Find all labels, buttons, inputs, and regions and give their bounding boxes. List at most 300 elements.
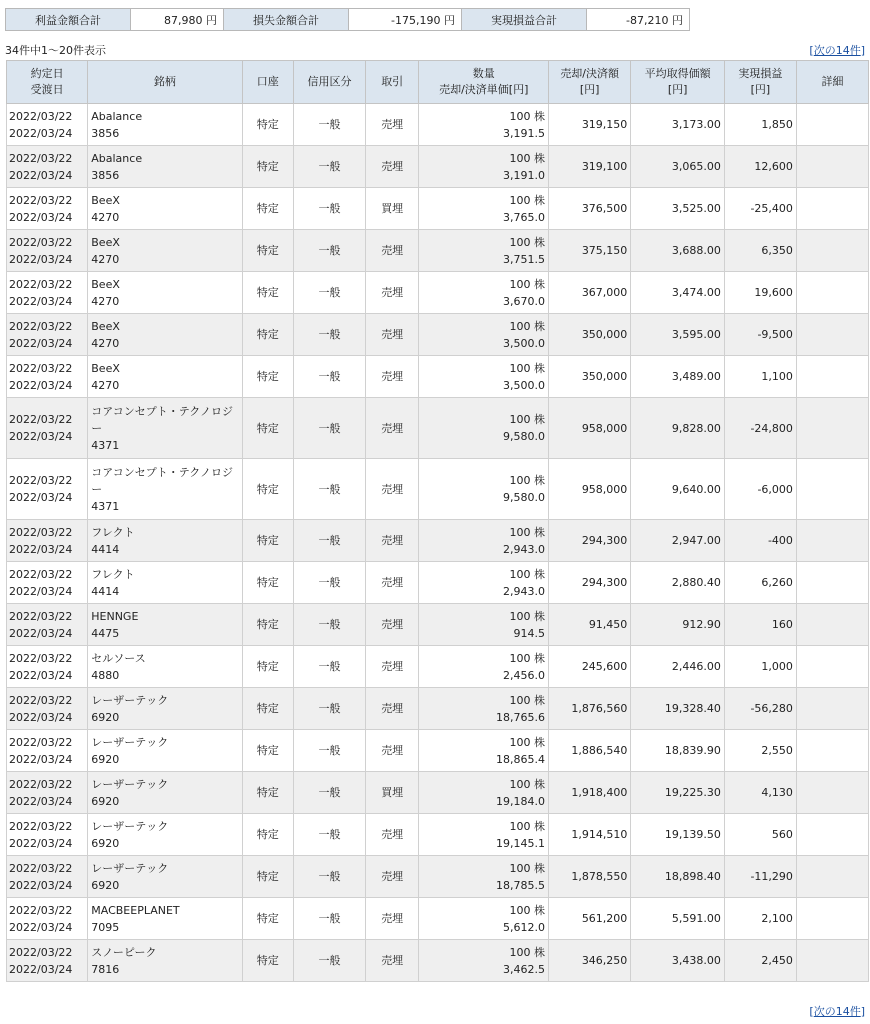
stock-cell xyxy=(88,520,242,562)
quantity: 100 株 xyxy=(509,777,546,791)
trade-table xyxy=(6,60,869,982)
quantity-cell xyxy=(419,898,549,940)
quantity: 100 株 xyxy=(509,861,546,875)
stock-code: 4270 xyxy=(91,210,120,224)
date-cell xyxy=(7,688,88,730)
stock-code: 6920 xyxy=(91,878,120,892)
unit-price: 18,865.4 xyxy=(496,752,546,766)
date-cell xyxy=(7,272,88,314)
realized-pl-cell: -9,500 xyxy=(724,314,796,356)
amount-cell: 245,600 xyxy=(549,646,631,688)
stock-cell xyxy=(88,646,242,688)
quantity: 100 株 xyxy=(509,109,546,123)
quantity-cell xyxy=(419,730,549,772)
realized-pl-cell: 560 xyxy=(724,814,796,856)
quantity-cell xyxy=(419,814,549,856)
detail-cell xyxy=(796,188,868,230)
date-cell xyxy=(7,646,88,688)
trade-date: 2022/03/22 xyxy=(9,193,73,207)
table-row xyxy=(7,646,869,688)
settle-date: 2022/03/24 xyxy=(9,710,73,724)
stock-name: Abalance xyxy=(91,109,143,123)
stock-cell xyxy=(88,188,242,230)
amount-cell: 350,000 xyxy=(549,314,631,356)
amount-cell: 319,100 xyxy=(549,146,631,188)
date-cell xyxy=(7,314,88,356)
date-cell xyxy=(7,356,88,398)
unit-price: 2,943.0 xyxy=(503,584,546,598)
quantity: 100 株 xyxy=(509,474,546,487)
stock-code: 4270 xyxy=(91,378,120,392)
trade-date: 2022/03/22 xyxy=(9,567,73,581)
credit-cell: 一般 xyxy=(293,356,365,398)
settle-date: 2022/03/24 xyxy=(9,836,73,850)
detail-cell xyxy=(796,604,868,646)
detail-cell xyxy=(796,562,868,604)
realized-pl-cell: 160 xyxy=(724,604,796,646)
unit-price: 3,191.5 xyxy=(503,126,546,140)
table-row xyxy=(7,230,869,272)
trade-cell: 売埋 xyxy=(365,272,418,314)
stock-cell xyxy=(88,356,242,398)
settle-date: 2022/03/24 xyxy=(9,752,73,766)
credit-cell: 一般 xyxy=(293,604,365,646)
amount-cell: 1,914,510 xyxy=(549,814,631,856)
avg-cost-cell: 3,173.00 xyxy=(631,104,725,146)
avg-cost-cell: 3,595.00 xyxy=(631,314,725,356)
trade-date: 2022/03/22 xyxy=(9,945,73,959)
account-cell: 特定 xyxy=(242,898,293,940)
account-cell: 特定 xyxy=(242,398,293,459)
table-row xyxy=(7,398,869,459)
account-cell: 特定 xyxy=(242,856,293,898)
stock-code: 6920 xyxy=(91,794,120,808)
amount-cell: 376,500 xyxy=(549,188,631,230)
quantity-cell xyxy=(419,646,549,688)
quantity: 100 株 xyxy=(509,693,546,707)
avg-cost-cell: 3,525.00 xyxy=(631,188,725,230)
settle-date: 2022/03/24 xyxy=(9,920,73,934)
credit-cell: 一般 xyxy=(293,272,365,314)
credit-cell: 一般 xyxy=(293,104,365,146)
quantity-cell xyxy=(419,520,549,562)
quantity-cell xyxy=(419,104,549,146)
date-cell xyxy=(7,520,88,562)
next-page-link-bottom[interactable]: 次の14件 xyxy=(813,1005,861,1018)
account-cell: 特定 xyxy=(242,604,293,646)
amount-cell: 294,300 xyxy=(549,562,631,604)
quantity-cell xyxy=(419,688,549,730)
trade-date: 2022/03/22 xyxy=(9,319,73,333)
trade-cell: 売埋 xyxy=(365,459,418,520)
quantity: 100 株 xyxy=(509,525,546,539)
stock-name: レーザーテック xyxy=(91,735,169,749)
header-quantity: 数量 売却/決済単価[円] xyxy=(419,61,549,104)
stock-code: 4414 xyxy=(91,542,120,556)
account-cell: 特定 xyxy=(242,188,293,230)
table-row xyxy=(7,146,869,188)
stock-cell xyxy=(88,272,242,314)
account-cell: 特定 xyxy=(242,104,293,146)
table-row xyxy=(7,562,869,604)
stock-name-cont: ー xyxy=(91,482,103,496)
unit-price: 3,191.0 xyxy=(503,168,546,182)
amount-cell: 319,150 xyxy=(549,104,631,146)
stock-cell xyxy=(88,230,242,272)
trade-cell: 売埋 xyxy=(365,604,418,646)
stock-cell xyxy=(88,398,242,459)
amount-cell: 561,200 xyxy=(549,898,631,940)
credit-cell: 一般 xyxy=(293,146,365,188)
avg-cost-cell: 19,139.50 xyxy=(631,814,725,856)
stock-code: 4371 xyxy=(91,438,120,452)
table-row xyxy=(7,856,869,898)
detail-cell xyxy=(796,398,868,459)
account-cell: 特定 xyxy=(242,230,293,272)
realized-pl-cell: 2,550 xyxy=(724,730,796,772)
unit-price: 3,500.0 xyxy=(503,378,546,392)
trade-cell: 売埋 xyxy=(365,562,418,604)
account-cell: 特定 xyxy=(242,314,293,356)
detail-cell xyxy=(796,230,868,272)
credit-cell: 一般 xyxy=(293,188,365,230)
trade-cell: 買埋 xyxy=(365,772,418,814)
credit-cell: 一般 xyxy=(293,940,365,982)
realized-total-label: 実現損益合計 xyxy=(462,9,587,31)
amount-cell: 1,886,540 xyxy=(549,730,631,772)
stock-name: BeeX xyxy=(91,361,120,375)
unit-price: 3,670.0 xyxy=(503,294,546,308)
trade-date: 2022/03/22 xyxy=(9,235,73,249)
quantity-cell xyxy=(419,356,549,398)
date-cell xyxy=(7,230,88,272)
credit-cell: 一般 xyxy=(293,562,365,604)
stock-name: コアコンセプト・テクノロジ xyxy=(91,404,234,418)
detail-cell xyxy=(796,146,868,188)
date-cell xyxy=(7,146,88,188)
account-cell: 特定 xyxy=(242,688,293,730)
loss-total-value: -175,190 円 xyxy=(349,9,462,31)
stock-name: レーザーテック xyxy=(91,819,169,833)
quantity-cell xyxy=(419,188,549,230)
stock-code: 3856 xyxy=(91,168,120,182)
stock-name-cont: ー xyxy=(91,421,103,435)
credit-cell: 一般 xyxy=(293,646,365,688)
stock-cell xyxy=(88,604,242,646)
avg-cost-cell: 3,474.00 xyxy=(631,272,725,314)
detail-cell xyxy=(796,814,868,856)
detail-cell xyxy=(796,356,868,398)
unit-price: 2,943.0 xyxy=(503,542,546,556)
avg-cost-cell: 2,446.00 xyxy=(631,646,725,688)
quantity: 100 株 xyxy=(509,235,546,249)
unit-price: 18,765.6 xyxy=(496,710,546,724)
stock-name: BeeX xyxy=(91,235,120,249)
amount-cell: 367,000 xyxy=(549,272,631,314)
date-cell xyxy=(7,814,88,856)
credit-cell: 一般 xyxy=(293,230,365,272)
date-cell xyxy=(7,856,88,898)
detail-cell xyxy=(796,104,868,146)
trade-cell: 売埋 xyxy=(365,314,418,356)
detail-cell xyxy=(796,646,868,688)
settle-date: 2022/03/24 xyxy=(9,584,73,598)
stock-name: スノーピーク xyxy=(91,945,157,959)
next-page-link-top[interactable]: 次の14件 xyxy=(813,44,861,57)
amount-cell: 91,450 xyxy=(549,604,631,646)
table-row xyxy=(7,314,869,356)
result-count: 34件中1～20件表示 xyxy=(5,44,106,57)
quantity: 100 株 xyxy=(509,193,546,207)
quantity-cell xyxy=(419,459,549,520)
stock-cell xyxy=(88,730,242,772)
quantity: 100 株 xyxy=(509,319,546,333)
trade-date: 2022/03/22 xyxy=(9,903,73,917)
trade-date: 2022/03/22 xyxy=(9,693,73,707)
realized-pl-cell: 19,600 xyxy=(724,272,796,314)
settle-date: 2022/03/24 xyxy=(9,542,73,556)
unit-price: 9,580.0 xyxy=(503,491,546,504)
realized-pl-cell: 6,350 xyxy=(724,230,796,272)
trade-cell: 売埋 xyxy=(365,146,418,188)
settle-date: 2022/03/24 xyxy=(9,294,73,308)
profit-total-label: 利益金額合計 xyxy=(6,9,131,31)
profit-total-value: 87,980 円 xyxy=(131,9,224,31)
trade-date: 2022/03/22 xyxy=(9,109,73,123)
unit-price: 18,785.5 xyxy=(496,878,546,892)
table-row xyxy=(7,898,869,940)
table-row xyxy=(7,272,869,314)
stock-name: レーザーテック xyxy=(91,861,169,875)
stock-code: 3856 xyxy=(91,126,120,140)
next-page-nav-bottom: [次の14件] xyxy=(809,1005,865,1018)
realized-pl-cell: 4,130 xyxy=(724,772,796,814)
stock-code: 4475 xyxy=(91,626,120,640)
realized-pl-cell: 1,100 xyxy=(724,356,796,398)
stock-code: 4270 xyxy=(91,336,120,350)
credit-cell: 一般 xyxy=(293,459,365,520)
detail-cell xyxy=(796,730,868,772)
date-cell xyxy=(7,940,88,982)
unit-price: 9,580.0 xyxy=(503,430,546,443)
detail-cell xyxy=(796,940,868,982)
stock-name: フレクト xyxy=(91,525,135,539)
trade-date: 2022/03/22 xyxy=(9,277,73,291)
trade-date: 2022/03/22 xyxy=(9,525,73,539)
trade-date: 2022/03/22 xyxy=(9,819,73,833)
stock-name: BeeX xyxy=(91,277,120,291)
date-cell xyxy=(7,562,88,604)
quantity: 100 株 xyxy=(509,903,546,917)
stock-cell xyxy=(88,940,242,982)
settle-date: 2022/03/24 xyxy=(9,668,73,682)
unit-price: 2,456.0 xyxy=(503,668,546,682)
summary-table xyxy=(5,8,690,31)
detail-cell xyxy=(796,314,868,356)
date-cell xyxy=(7,104,88,146)
stock-cell xyxy=(88,314,242,356)
date-cell xyxy=(7,898,88,940)
credit-cell: 一般 xyxy=(293,856,365,898)
quantity: 100 株 xyxy=(509,151,546,165)
avg-cost-cell: 3,438.00 xyxy=(631,940,725,982)
stock-name: セルソース xyxy=(91,651,146,665)
detail-cell xyxy=(796,688,868,730)
quantity: 100 株 xyxy=(509,651,546,665)
date-cell xyxy=(7,459,88,520)
stock-cell xyxy=(88,459,242,520)
stock-code: 4270 xyxy=(91,294,120,308)
avg-cost-cell: 18,898.40 xyxy=(631,856,725,898)
unit-price: 19,184.0 xyxy=(496,794,546,808)
header-trade: 取引 xyxy=(365,61,418,104)
table-row xyxy=(7,730,869,772)
settle-date: 2022/03/24 xyxy=(9,168,73,182)
avg-cost-cell: 18,839.90 xyxy=(631,730,725,772)
stock-code: 7816 xyxy=(91,962,120,976)
stock-name: MACBEEPLANET xyxy=(91,903,180,917)
stock-cell xyxy=(88,104,242,146)
unit-price: 3,500.0 xyxy=(503,336,546,350)
amount-cell: 1,918,400 xyxy=(549,772,631,814)
credit-cell: 一般 xyxy=(293,730,365,772)
table-row xyxy=(7,188,869,230)
detail-cell xyxy=(796,520,868,562)
stock-cell xyxy=(88,772,242,814)
avg-cost-cell: 5,591.00 xyxy=(631,898,725,940)
unit-price: 3,751.5 xyxy=(503,252,546,266)
settle-date: 2022/03/24 xyxy=(9,962,73,976)
amount-cell: 350,000 xyxy=(549,356,631,398)
trade-cell: 売埋 xyxy=(365,646,418,688)
stock-cell xyxy=(88,688,242,730)
realized-pl-cell: -11,290 xyxy=(724,856,796,898)
credit-cell: 一般 xyxy=(293,898,365,940)
quantity-cell xyxy=(419,314,549,356)
credit-cell: 一般 xyxy=(293,814,365,856)
realized-pl-cell: -400 xyxy=(724,520,796,562)
quantity: 100 株 xyxy=(509,413,546,426)
account-cell: 特定 xyxy=(242,814,293,856)
quantity-cell xyxy=(419,604,549,646)
amount-cell: 1,876,560 xyxy=(549,688,631,730)
table-row xyxy=(7,459,869,520)
trade-date: 2022/03/22 xyxy=(9,474,73,487)
stock-code: 6920 xyxy=(91,752,120,766)
date-cell xyxy=(7,772,88,814)
next-page-nav-top: [次の14件] xyxy=(809,44,865,57)
unit-price: 5,612.0 xyxy=(503,920,546,934)
detail-cell xyxy=(796,856,868,898)
trade-cell: 売埋 xyxy=(365,688,418,730)
trade-cell: 売埋 xyxy=(365,104,418,146)
account-cell: 特定 xyxy=(242,459,293,520)
avg-cost-cell: 3,688.00 xyxy=(631,230,725,272)
trade-cell: 売埋 xyxy=(365,898,418,940)
quantity: 100 株 xyxy=(509,567,546,581)
trade-cell: 売埋 xyxy=(365,230,418,272)
table-row xyxy=(7,814,869,856)
amount-cell: 958,000 xyxy=(549,459,631,520)
realized-pl-cell: -25,400 xyxy=(724,188,796,230)
quantity: 100 株 xyxy=(509,735,546,749)
realized-pl-cell: 2,450 xyxy=(724,940,796,982)
amount-cell: 346,250 xyxy=(549,940,631,982)
settle-date: 2022/03/24 xyxy=(9,210,73,224)
date-cell xyxy=(7,604,88,646)
credit-cell: 一般 xyxy=(293,772,365,814)
stock-name: BeeX xyxy=(91,319,120,333)
stock-name: Abalance xyxy=(91,151,143,165)
detail-cell xyxy=(796,898,868,940)
credit-cell: 一般 xyxy=(293,314,365,356)
table-row xyxy=(7,520,869,562)
table-header xyxy=(7,61,869,104)
quantity-cell xyxy=(419,562,549,604)
realized-pl-cell: 6,260 xyxy=(724,562,796,604)
quantity-cell xyxy=(419,230,549,272)
stock-code: 4270 xyxy=(91,252,120,266)
account-cell: 特定 xyxy=(242,646,293,688)
avg-cost-cell: 3,065.00 xyxy=(631,146,725,188)
settle-date: 2022/03/24 xyxy=(9,126,73,140)
stock-cell xyxy=(88,146,242,188)
table-row xyxy=(7,772,869,814)
avg-cost-cell: 9,828.00 xyxy=(631,398,725,459)
trade-date: 2022/03/22 xyxy=(9,651,73,665)
amount-cell: 294,300 xyxy=(549,520,631,562)
stock-code: 4880 xyxy=(91,668,120,682)
trade-cell: 売埋 xyxy=(365,940,418,982)
stock-code: 4371 xyxy=(91,499,120,513)
quantity-cell xyxy=(419,272,549,314)
quantity-cell xyxy=(419,940,549,982)
trade-cell: 売埋 xyxy=(365,356,418,398)
table-row xyxy=(7,356,869,398)
settle-date: 2022/03/24 xyxy=(9,378,73,392)
trade-date: 2022/03/22 xyxy=(9,361,73,375)
realized-pl-cell: 2,100 xyxy=(724,898,796,940)
avg-cost-cell: 3,489.00 xyxy=(631,356,725,398)
credit-cell: 一般 xyxy=(293,688,365,730)
header-account: 口座 xyxy=(242,61,293,104)
quantity-cell xyxy=(419,146,549,188)
trade-date: 2022/03/22 xyxy=(9,777,73,791)
loss-total-label: 損失金額合計 xyxy=(224,9,349,31)
amount-cell: 1,878,550 xyxy=(549,856,631,898)
settle-date: 2022/03/24 xyxy=(9,336,73,350)
header-detail: 詳細 xyxy=(796,61,868,104)
stock-name: レーザーテック xyxy=(91,777,169,791)
realized-pl-cell: -56,280 xyxy=(724,688,796,730)
stock-cell xyxy=(88,898,242,940)
settle-date: 2022/03/24 xyxy=(9,794,73,808)
account-cell: 特定 xyxy=(242,146,293,188)
unit-price: 19,145.1 xyxy=(496,836,546,850)
quantity: 100 株 xyxy=(509,945,546,959)
credit-cell: 一般 xyxy=(293,398,365,459)
header-credit: 信用区分 xyxy=(293,61,365,104)
amount-cell: 958,000 xyxy=(549,398,631,459)
account-cell: 特定 xyxy=(242,772,293,814)
avg-cost-cell: 2,880.40 xyxy=(631,562,725,604)
trade-cell: 売埋 xyxy=(365,856,418,898)
settle-date: 2022/03/24 xyxy=(9,252,73,266)
detail-cell xyxy=(796,272,868,314)
account-cell: 特定 xyxy=(242,940,293,982)
stock-name: コアコンセプト・テクノロジ xyxy=(91,465,234,479)
account-cell: 特定 xyxy=(242,520,293,562)
